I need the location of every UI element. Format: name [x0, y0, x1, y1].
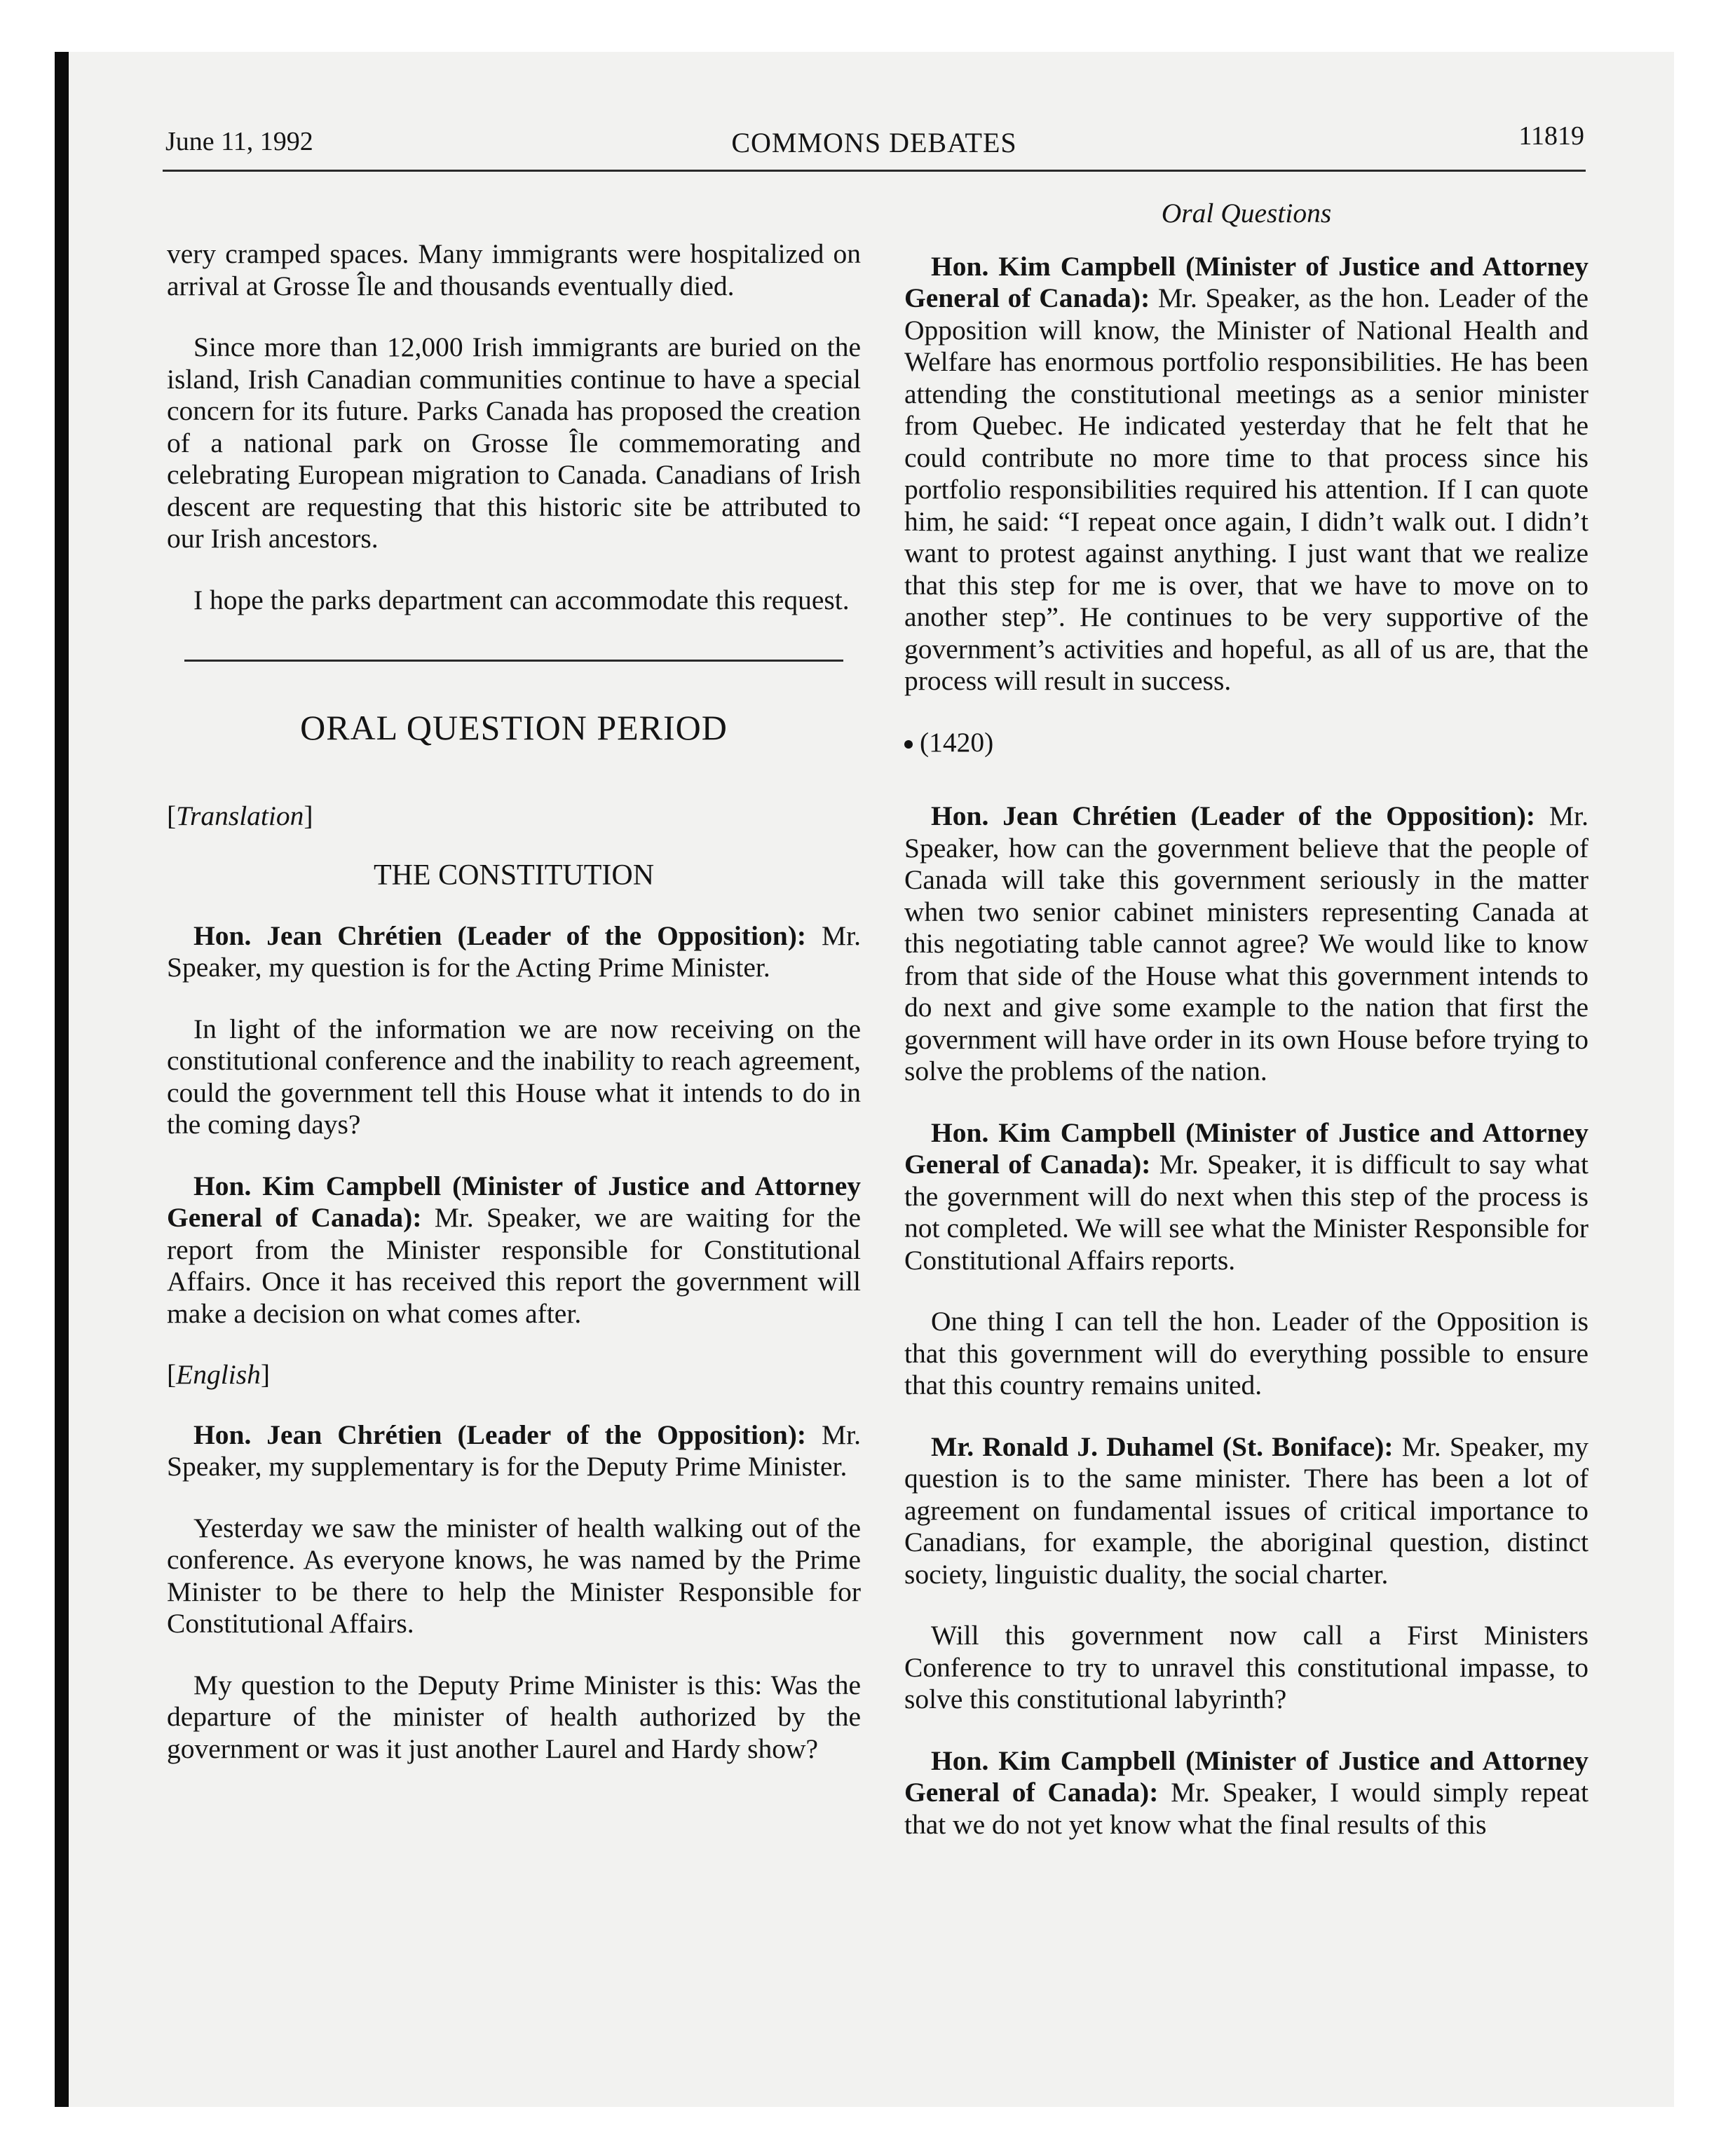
left-column [167, 238, 861, 1794]
page-header [163, 121, 1586, 172]
bullet-icon [904, 740, 913, 749]
header-date: June 11, 1992 [165, 127, 313, 156]
header-title: COMMONS DEBATES [731, 127, 1017, 158]
time-marker: (1420) [904, 727, 1588, 759]
paragraph: Since more than 12,000 Irish immigrants are buried on the island, Irish Canadian communities continue to have a special concern for its future. Parks Canada has proposed the creation of a national park on Grosse Île commemorating and celebrating European migration to Canada. Canadians of Irish descent are requesting that this historic site be attributed to our Irish ancestors. [167, 332, 861, 554]
paragraph: One thing I can tell the hon. Leader of the Opposition is that this government will do everything possible to ensure that this country remains united. [904, 1306, 1588, 1400]
paragraph: Yesterday we saw the minister of health walking out of the conference. As everyone knows, he was named by the Prime Minister to be there to help the Minister Responsible for Constitutional Affairs. [167, 1512, 861, 1639]
paragraph: very cramped spaces. Many immigrants were hospitalized on arrival at Grosse Île and thousands eventually died. [167, 238, 861, 301]
right-column [904, 198, 1588, 1870]
section-label: Oral Questions [1161, 198, 1332, 228]
speech-paragraph: Hon. Kim Campbell (Minister of Justice and Attorney General of Canada): Mr. Speaker, as the hon. Leader of the Opposition will know, the Minister of National Health and Welfare has enormous portfolio responsibilities. He has been attending the constitutional meetings as a senior minister from Quebec. He indicated yesterday that he felt that he could contribute no more time to that process since his portfolio responsibilities required his attention. If I can quote him, he said: “I repeat once again, I didn’t walk out. I didn’t want to protest against anything. I just want that we realize that this step for me is over, that we have to move on to another step”. He continues to be very supportive of the government’s activities and hopeful, as all of us are, that the process will result in success. [904, 250, 1589, 696]
speaker-name: Hon. Jean Chrétien (Leader of the Opposition): [193, 1419, 807, 1450]
speaker-name: Hon. Kim Campbell (Minister of Justice and Attorney General of Canada): [904, 1117, 1588, 1180]
speech-paragraph: Hon. Jean Chrétien (Leader of the Opposition): Mr. Speaker, my supplementary is for the Deputy Prime Minister. [167, 1419, 861, 1482]
section-heading: ORAL QUESTION PERIOD [300, 708, 728, 747]
speech-paragraph: Mr. Ronald J. Duhamel (St. Boniface): Mr. Speaker, my question is to the same minister. There has been a lot of agreement on fundamental issues of critical importance to Canadians, for example, the aboriginal question, distinct society, linguistic duality, the social charter. [904, 1431, 1588, 1590]
speech-paragraph: Hon. Kim Campbell (Minister of Justice and Attorney General of Canada): Mr. Speaker, we are waiting for the report from the Minister responsible for Constitutional Affairs. Once it has received this report the government will make a decision on what comes after. [167, 1170, 861, 1329]
speech-paragraph: Hon. Kim Campbell (Minister of Justice and Attorney General of Canada): Mr. Speaker, it is difficult to say what the government will do next when this step of the process is not completed. We will see what the Minister Responsible for Constitutional Affairs reports. [904, 1117, 1589, 1276]
speaker-name: Hon. Jean Chrétien (Leader of the Opposition): [193, 920, 807, 951]
speaker-name: Hon. Kim Campbell (Minister of Justice and Attorney General of Canada): [904, 250, 1588, 313]
speaker-name: Mr. Ronald J. Duhamel (St. Boniface): [931, 1431, 1394, 1462]
speech-paragraph: Hon. Kim Campbell (Minister of Justice and Attorney General of Canada): Mr. Speaker, I would simply repeat that we do not yet know what the final results of this [904, 1745, 1589, 1840]
speech-paragraph: Hon. Jean Chrétien (Leader of the Opposition): Mr. Speaker, how can the government believe that the people of Canada will take this government seriously in the matter when two senior cabinet ministers representing Canada at this negotiating table cannot agree? We would like to know from that side of the House what this government intends to do next and give some example to the nation that first the government will have order in its own House before trying to solve the problems of the nation. [904, 800, 1588, 1086]
translation-tag: [Translation] [167, 800, 313, 831]
section-divider [184, 660, 843, 662]
header-page-number: 11819 [1518, 121, 1584, 151]
english-tag: [English] [167, 1359, 271, 1390]
paragraph: My question to the Deputy Prime Minister is this: Was the departure of the minister of health authorized by the government or was it just another Laurel and Hardy show? [167, 1669, 861, 1764]
paragraph: Will this government now call a First Ministers Conference to try to unravel this constitutional impasse, to solve this constitutional labyrinth? [904, 1620, 1588, 1714]
speech-paragraph: Hon. Jean Chrétien (Leader of the Opposition): Mr. Speaker, my question is for the Acting Prime Minister. [167, 920, 861, 983]
speaker-name: Hon. Kim Campbell (Minister of Justice and Attorney General of Canada): [167, 1170, 861, 1233]
speaker-name: Hon. Kim Campbell (Minister of Justice and Attorney General of Canada): [904, 1745, 1588, 1808]
paragraph: I hope the parks department can accommodate this request. [193, 584, 850, 615]
paragraph: In light of the information we are now receiving on the constitutional conference and the inability to reach agreement, could the government tell this House what it intends to do in the coming days? [167, 1013, 861, 1140]
subheading: THE CONSTITUTION [373, 859, 655, 892]
speaker-name: Hon. Jean Chrétien (Leader of the Opposition): [931, 800, 1536, 831]
